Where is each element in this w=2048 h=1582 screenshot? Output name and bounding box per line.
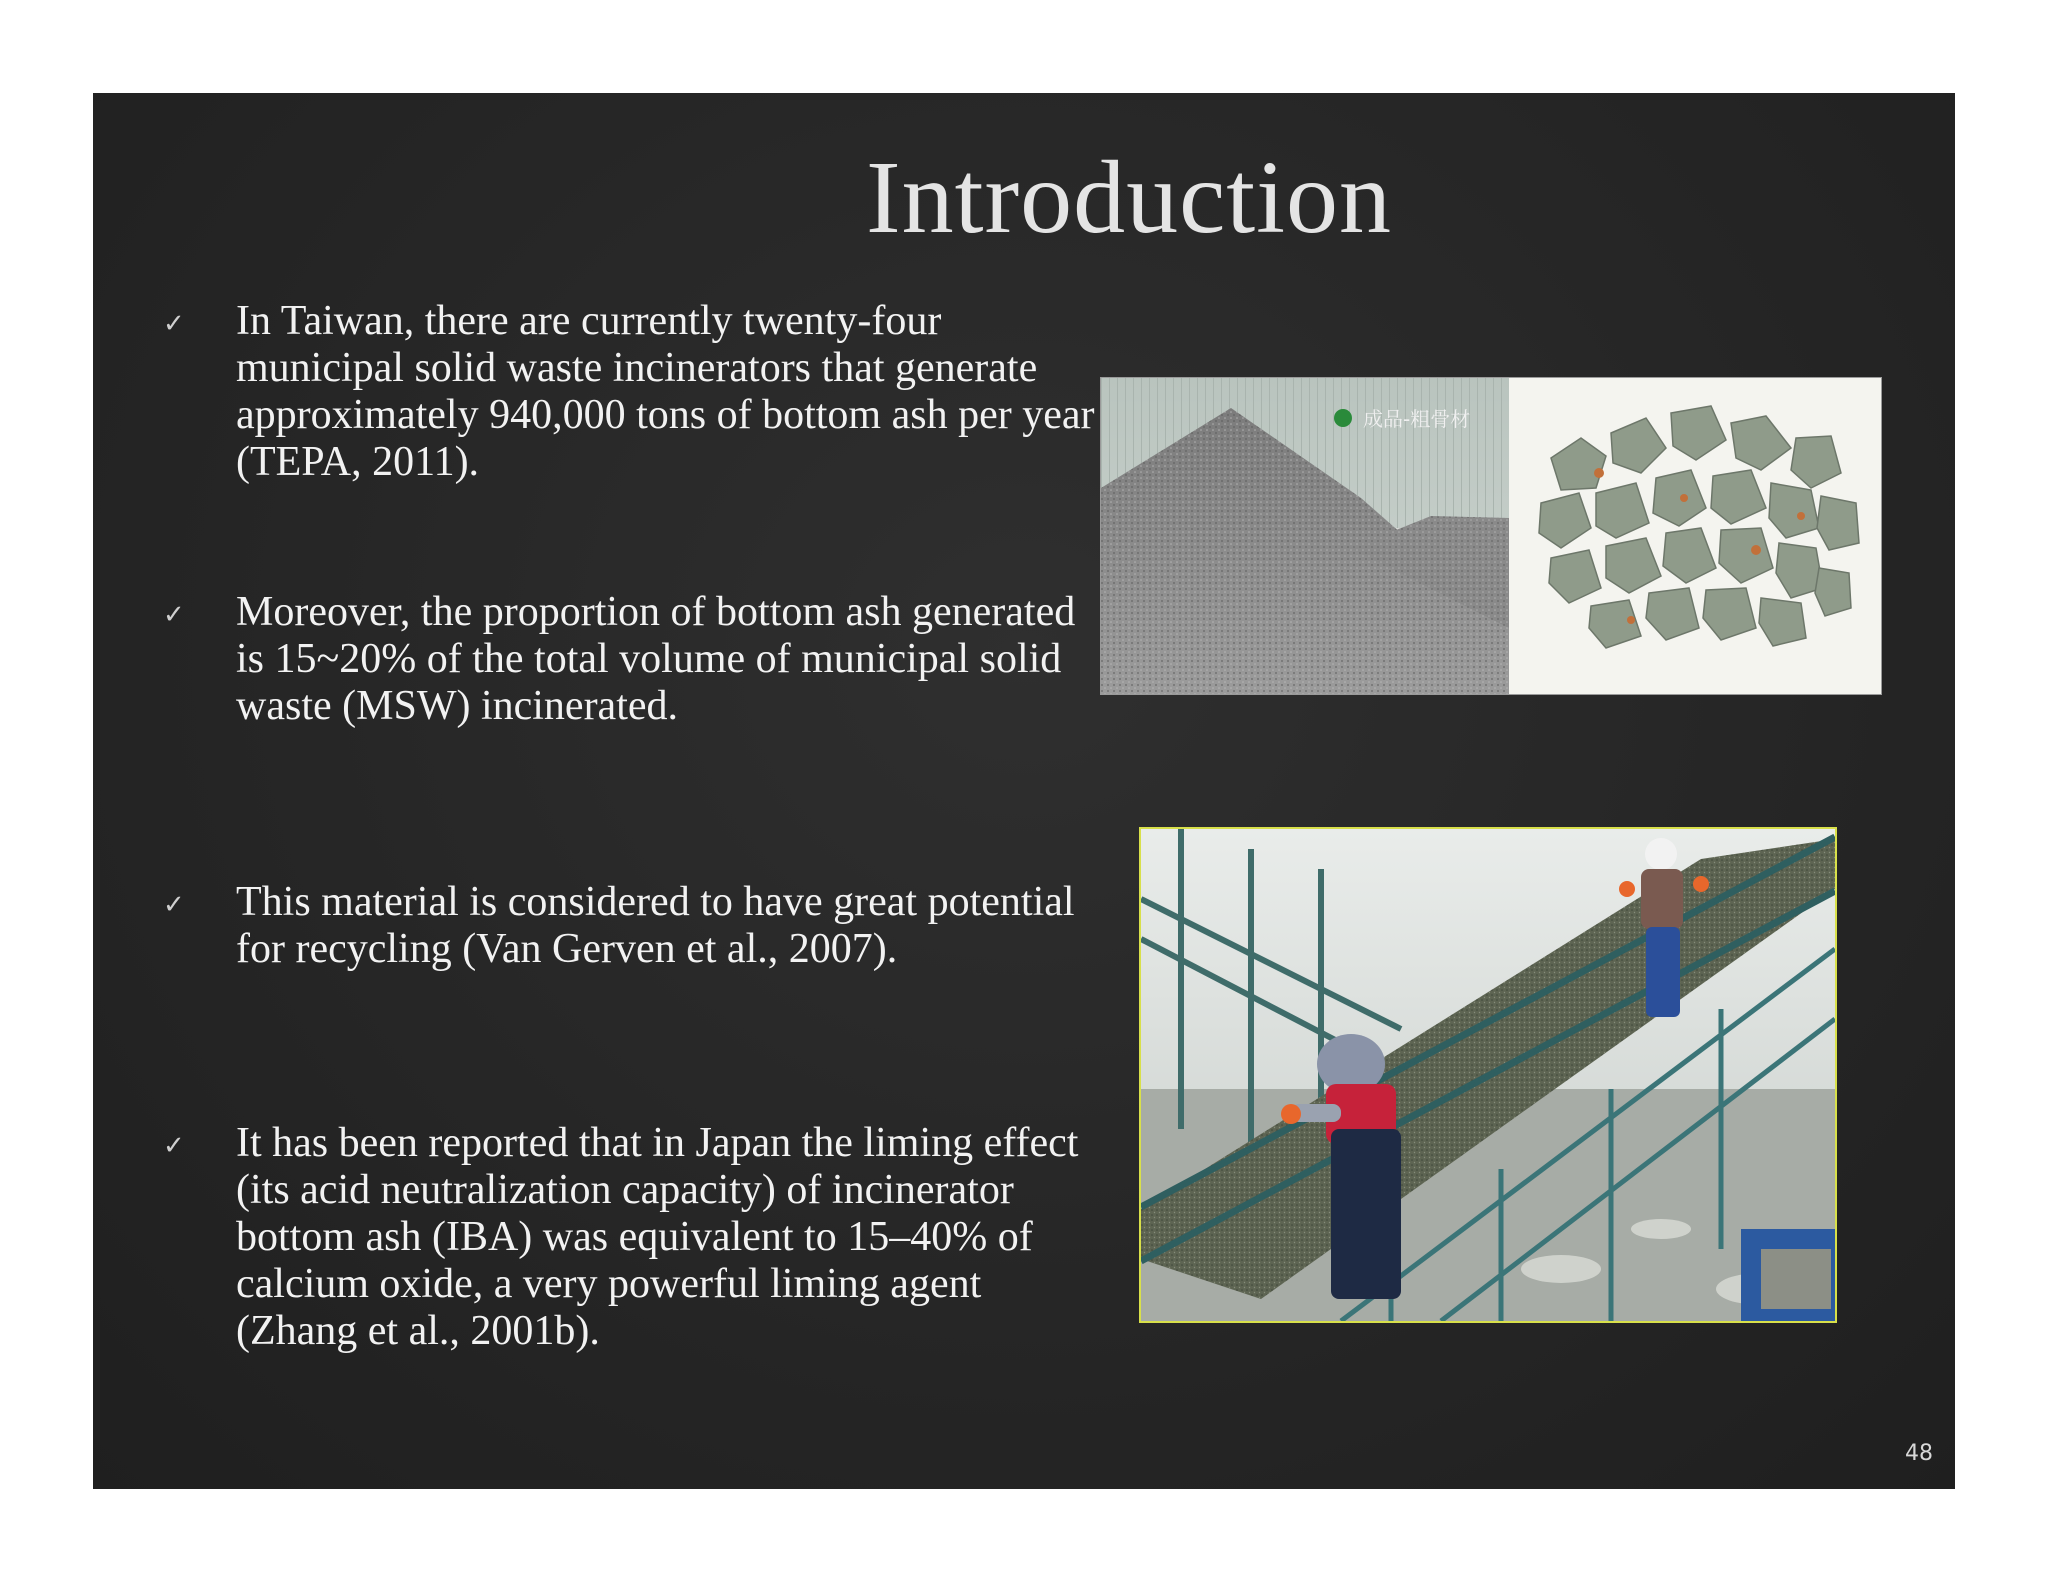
bullet-text: Moreover, the proportion of bottom ash generated is 15~20% of the total volume of municipal solid waste (MSW) incinerated. (236, 589, 1076, 729)
checkmark-icon: ✓ (163, 890, 185, 920)
checkmark-icon: ✓ (163, 309, 185, 339)
slide-title: Introduction (865, 140, 1393, 255)
checkmark-icon: ✓ (163, 600, 185, 630)
ash-photo-sign: 成品-粗骨材 (1363, 407, 1471, 431)
bullet-text: In Taiwan, there are currently twenty-four municipal solid waste incinerators that generate approximately 940,000 tons of bottom ash per year (TEPA, 2011). (236, 298, 1095, 485)
bullet-text: This material is considered to have great potential for recycling (Van Gerven et al., 2007). (236, 879, 1075, 972)
presentation-slide (93, 93, 1955, 1489)
bottom-ash-photo (1101, 378, 1881, 694)
page-number: 48 (1905, 1441, 1933, 1466)
conveyor-workers-photo (1139, 827, 1837, 1323)
checkmark-icon: ✓ (163, 1131, 185, 1161)
bullet-text: It has been reported that in Japan the liming effect (its acid neutralization capacity) of incinerator bottom ash (IBA) was equivalent to 15–40% of calcium oxide, a very powerful liming agent (Zhang et al., 2001b). (236, 1120, 1079, 1354)
